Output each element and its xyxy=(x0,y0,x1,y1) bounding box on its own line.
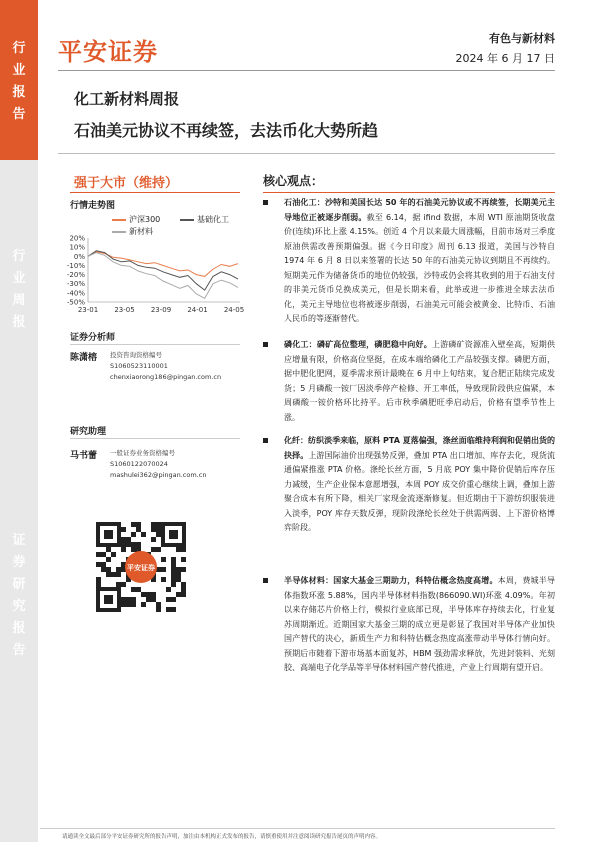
qr-module xyxy=(121,597,126,602)
qr-module xyxy=(106,572,111,577)
qr-module xyxy=(141,602,146,607)
legend-label: 新材料 xyxy=(129,227,153,236)
qr-module xyxy=(126,597,131,602)
qr-module xyxy=(116,572,121,577)
qr-module xyxy=(156,527,161,532)
qr-module xyxy=(181,592,186,597)
sidebar-char: 业 xyxy=(12,271,26,286)
sidebar-char: 报 xyxy=(12,85,26,100)
bullet-icon xyxy=(263,438,268,443)
core-item-head: 半导体材料：国家大基金三期助力，科特估概念热度高增。 xyxy=(284,576,498,585)
qr-module xyxy=(96,577,101,582)
report-date: 2024 年 6 月 17 日 xyxy=(455,52,555,65)
rating-underline xyxy=(70,192,240,193)
qr-module xyxy=(171,582,176,587)
industry-category: 有色与新材料 xyxy=(489,32,555,45)
core-item xyxy=(263,434,555,536)
qr-module xyxy=(156,607,161,612)
qr-module xyxy=(96,552,101,557)
trend-label: 行情走势图 xyxy=(70,201,116,211)
series-line-0 xyxy=(88,252,238,277)
qr-module xyxy=(151,597,156,602)
core-item-head: 磷化工：磷矿高位整理，磷肥稳中向好。 xyxy=(284,340,432,349)
sidebar-label-bottom xyxy=(0,530,38,662)
qr-module xyxy=(181,587,186,592)
qr-module xyxy=(166,597,171,602)
x-tick-label: 23-01 xyxy=(77,306,99,314)
qr-module xyxy=(171,577,176,582)
qr-module xyxy=(181,547,186,552)
qr-module xyxy=(131,522,136,527)
core-item-body: 本周，费城半导体指数环涨 5.88%，国内半导体材料指数(866090.WI)环涨 4.09%。年初以来存储芯片价格上行，模拟行业底部已现，半导体库存持续去化，行业复苏周期渐近。近期国家大基金三期的成立更是彰显了我国对半导体产业加快国产替代的决心，新质生产力和科特估概念热度高涨带动半导体行情向好。预期后市随着下游市场基本面复苏，HBM 强劲需求释放，先进封装料、光刻胶、高端电子化学品等半导体材料国产替代推进，产业上行周期有望开启。 xyxy=(284,576,555,672)
assistant-email[interactable]: mashulei362@pingan.com.cn xyxy=(110,471,207,479)
qr-module xyxy=(121,547,126,552)
qr-module xyxy=(156,547,161,552)
sidebar-char: 研 xyxy=(12,577,26,592)
qr-module xyxy=(131,542,136,547)
qr-module xyxy=(171,557,176,562)
qr-module xyxy=(161,567,166,572)
legend-hs300 xyxy=(112,214,160,225)
qr-module xyxy=(171,572,176,577)
y-tick-label: -30% xyxy=(66,280,85,289)
qr-module xyxy=(171,562,176,567)
core-item-body: 截至 6.14，据 ifind 数据，本周 WTI 原油期货收盘价(连续)环比上涨 4.15%。创近 4 个月以来最大周涨幅，目前市场对三季度原油供需改善预期偏强。据《今日印度》周刊 6.13 报道，美国与沙特自 1974 年 6 月 8 日以来签署的长达 50 年的石油美元协议到期且不再续约。短期美元作为储备货币的地位仍较强，沙特或仍会将其收到的用于石油支付的非美元货币兑换成美元，但是长期来看，此举或进一步推进全球去法币化，美元主导地位也将被逐步削弱，石油美元可能会被黄金、比特币、石油人民币的等逐渐替代。 xyxy=(284,212,556,323)
core-views-title: 核心观点： xyxy=(263,174,324,188)
core-item xyxy=(263,196,555,327)
qr-module xyxy=(181,557,186,562)
rating: 强于大市（维持） xyxy=(74,176,179,191)
core-item-body: 上游磷矿资源准入壁垒高，短期供应增量有限，价格高位坚挺，在成本端给磷化工产品较强支撑。磷肥方面，据中肥化肥网，夏季需求预计最晚在 6 月中上旬结束，复合肥正陆续完成发货；5 月磷酸一铵厂因淡季停产检修、开工率低，导致现阶段供应偏紧，本周磷酸一铵价格环比持平。后市秋季磷肥旺季启动后，价格有望季节性上涨。 xyxy=(284,340,555,422)
qr-module xyxy=(156,522,161,527)
assistant-divider xyxy=(70,438,240,439)
qr-module xyxy=(121,542,126,547)
sidebar-char: 告 xyxy=(12,643,26,658)
y-tick-label: -20% xyxy=(66,271,85,280)
core-item xyxy=(263,574,555,676)
qr-module xyxy=(171,567,176,572)
qr-module xyxy=(161,557,166,562)
x-tick-label: 24-05 xyxy=(223,306,245,314)
qr-module xyxy=(126,602,131,607)
qr-module xyxy=(181,582,186,587)
qr-module xyxy=(161,577,166,582)
y-tick-label: -50% xyxy=(66,298,85,307)
sidebar-char: 告 xyxy=(12,107,26,122)
qr-module xyxy=(121,537,126,542)
core-item-head: 石油化工：沙特和美国长达 50 年的石油美元协议或不再续签，长期美元主导地位正被逐步削弱。 xyxy=(284,198,555,222)
qr-module xyxy=(151,522,156,527)
qr-module xyxy=(176,547,181,552)
qr-module xyxy=(126,537,131,542)
qr-module xyxy=(176,572,181,577)
bullet-icon xyxy=(263,200,268,205)
qr-module xyxy=(106,547,111,552)
legend-swatch xyxy=(180,219,194,221)
bullet-icon xyxy=(263,578,268,583)
qr-module xyxy=(101,567,106,572)
report-type: 化工新材料周报 xyxy=(74,90,180,108)
qr-module xyxy=(106,567,111,572)
trend-chart xyxy=(60,232,245,317)
qr-module xyxy=(181,567,186,572)
y-tick-label: 20% xyxy=(69,234,85,243)
analyst-entry xyxy=(70,350,222,381)
core-item-head: 化纤：纺织淡季来临，原料 PTA 夏落偏强，涤丝面临维持利润和促销出货的抉择。 xyxy=(284,436,555,460)
qr-module xyxy=(131,547,136,552)
analyst-cert: 投资咨询资格编号 xyxy=(110,351,162,359)
qr-module xyxy=(106,557,111,562)
qr-module xyxy=(131,532,136,537)
qr-module xyxy=(146,597,151,602)
qr-module xyxy=(111,552,116,557)
analyst-divider xyxy=(70,344,240,345)
sidebar-label-mid xyxy=(0,246,38,334)
qr-module xyxy=(176,567,181,572)
qr-module xyxy=(151,592,156,597)
sidebar-char: 业 xyxy=(12,63,26,78)
qr-module xyxy=(141,592,146,597)
qr-logo-text: 平安证券 xyxy=(127,564,155,572)
core-underline xyxy=(263,192,555,193)
y-tick-label: 10% xyxy=(69,243,85,252)
analyst-email[interactable]: chenxiaorong186@pingan.com.cn xyxy=(110,373,222,381)
x-tick-label: 23-09 xyxy=(150,306,172,314)
qr-module xyxy=(121,582,126,587)
x-tick-label: 24-01 xyxy=(187,306,208,314)
qr-module xyxy=(104,595,113,604)
qr-module xyxy=(101,552,106,557)
qr-module xyxy=(116,567,121,572)
x-tick-label: 23-05 xyxy=(114,306,135,314)
qr-module xyxy=(156,602,161,607)
qr-module xyxy=(136,527,141,532)
legend-swatch xyxy=(112,219,126,221)
y-tick-label: -40% xyxy=(66,289,85,298)
brand-logo: 平安证券 xyxy=(58,38,158,66)
core-item xyxy=(263,338,555,425)
qr-module xyxy=(151,537,156,542)
qr-module xyxy=(166,607,171,612)
qr-module xyxy=(111,572,116,577)
legend-chem xyxy=(180,214,229,225)
sidebar-char: 究 xyxy=(12,599,26,614)
qr-code[interactable] xyxy=(96,522,186,612)
qr-module xyxy=(176,577,181,582)
qr-module xyxy=(169,530,178,539)
y-tick-label: 0% xyxy=(73,252,85,261)
qr-module xyxy=(136,542,141,547)
qr-module xyxy=(136,522,141,527)
qr-module xyxy=(156,532,161,537)
assistant-entry xyxy=(70,448,207,479)
sidebar-char: 周 xyxy=(12,293,26,308)
footer-divider xyxy=(40,828,555,829)
qr-module xyxy=(146,592,151,597)
sidebar-char: 报 xyxy=(12,315,26,330)
sidebar-label-top xyxy=(0,38,38,126)
qr-module xyxy=(131,602,136,607)
qr-module xyxy=(136,587,141,592)
qr-module xyxy=(126,542,131,547)
sidebar-char: 报 xyxy=(12,621,26,636)
assistant-name: 马书蕾 xyxy=(70,451,98,461)
series-line-1 xyxy=(88,251,238,290)
title-divider xyxy=(58,153,555,154)
qr-module xyxy=(176,592,181,597)
qr-module xyxy=(171,607,176,612)
sidebar-char: 行 xyxy=(12,249,26,264)
report-title: 石油美元协议不再续签，去法币化大势所趋 xyxy=(74,121,379,140)
qr-module xyxy=(151,547,156,552)
header-divider xyxy=(58,70,555,71)
qr-module xyxy=(141,532,146,537)
qr-module xyxy=(131,587,136,592)
qr-module xyxy=(121,527,126,532)
sidebar xyxy=(0,0,38,842)
disclaimer: 请通读全文最后部分平安证券研究所的报告声明，加注由本机构正式发布的报告，请慎重使用并注意阅读研究报告尾页的声明内容。 xyxy=(62,834,382,840)
assistant-section-label: 研究助理 xyxy=(70,427,107,437)
qr-module xyxy=(101,562,106,567)
qr-module xyxy=(96,582,101,587)
assistant-number: S1060122070024 xyxy=(110,460,168,468)
legend-label: 基础化工 xyxy=(197,215,229,224)
sidebar-char: 券 xyxy=(12,555,26,570)
core-item-body: 上游国际油价出现强势反弹，叠加 PTA 出口增加、库存去化，现货流通偏紧推涨 PTA 价格。涤纶长丝方面，5 月底 POY 集中降价促销后库存压力减缓，生产企业保本意愿增强，本周 POY 成交价重心继续上调，叠加上游聚合成本有所下降，相关厂家现金流逐渐修复。但近期由于下游纺织服装进入淡季，POY 库存天数反弹，现阶段涤纶长丝处于供需两弱、上下游价格博弈阶段。 xyxy=(284,450,556,532)
assistant-cert: 一般证券业务资格编号 xyxy=(110,449,175,457)
qr-module xyxy=(171,597,176,602)
legend-label: 沪深300 xyxy=(129,215,161,224)
qr-module xyxy=(96,562,101,567)
analyst-number: S1060523110001 xyxy=(110,362,168,370)
qr-module xyxy=(104,530,113,539)
qr-module xyxy=(131,597,136,602)
qr-module xyxy=(151,527,156,532)
qr-module xyxy=(121,602,126,607)
analyst-name: 陈潇榕 xyxy=(70,353,98,363)
bullet-icon xyxy=(263,342,268,347)
sidebar-char: 行 xyxy=(12,41,26,56)
analyst-section-label: 证券分析师 xyxy=(70,333,116,343)
qr-module xyxy=(116,582,121,587)
sidebar-char: 证 xyxy=(12,533,26,548)
y-tick-label: -10% xyxy=(66,261,85,270)
qr-module xyxy=(166,587,171,592)
